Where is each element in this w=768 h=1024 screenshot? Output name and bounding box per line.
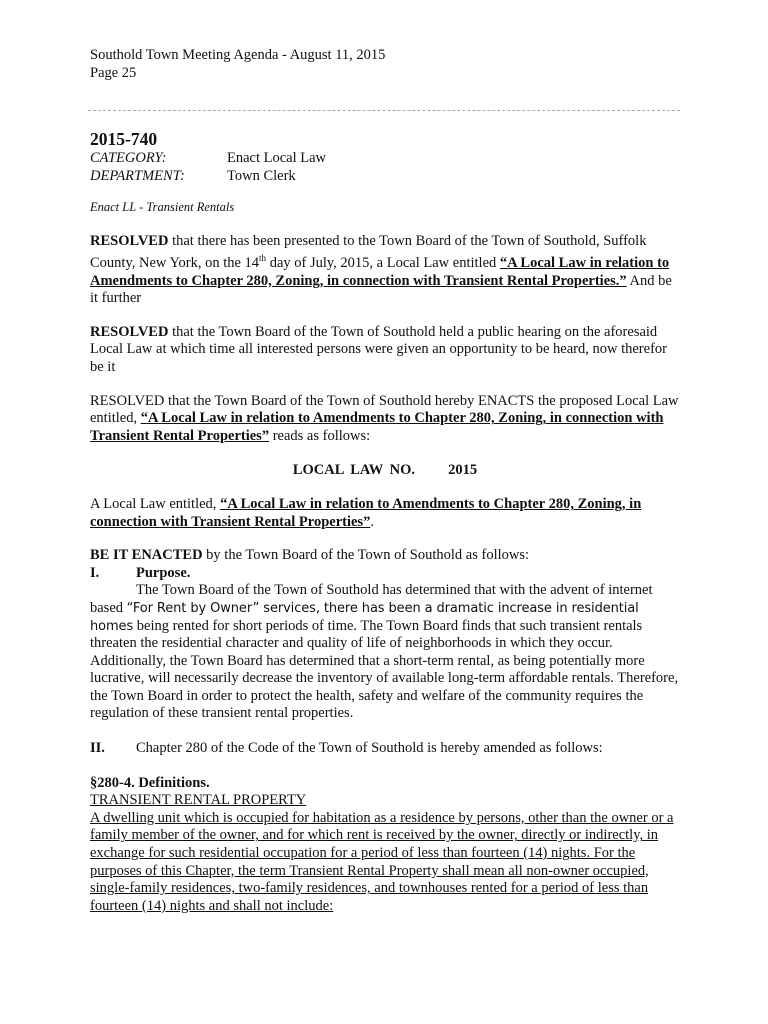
definition-body: A dwelling unit which is occupied for habitation as a residence by persons, other than the owner or a family member of the owner, and for which rent is received by the owner, directly or indirectly, in exchange for such residential occupation for a period of less than fourteen (14) nights. For the purposes of this Chapter, the term Transient Rental Property shall mean all non-owner occupied, single-family residences, two-family residences, and townhouses rented for a period of less than fourteen (14) nights and shall not include:	[90, 809, 674, 914]
category-label: CATEGORY:	[90, 150, 167, 166]
page-number: Page 25	[90, 64, 137, 81]
para1-text-b: day of July, 2015, a Local Law entitled	[266, 255, 500, 272]
purpose-text-a: The Town Board of the Town of Southold has determined that with the advent of internet based	[90, 582, 653, 616]
category-value: Enact Local Law	[227, 150, 327, 166]
para1-text-a: that there has been presented to the Town Board of the Town of Southold, Suffolk County, New York, on the 14	[90, 232, 647, 272]
agenda-title: Southold Town Meeting Agenda - August 11, 2015	[90, 47, 386, 63]
definition-term: TRANSIENT RENTAL PROPERTY	[90, 792, 307, 809]
enacted-lead: BE IT ENACTED	[90, 547, 203, 564]
purpose-text-b: being rented for short periods of time. The Town Board finds that such transient rentals threaten the residential character and quality of life of neighborhoods in which they occur. Additionally, the Town Board has determined that a short-term rental, as being potentially more lucrative, will necessarily decrease the inventory of available long-term affordable rentals. Therefore, the Town Board in order to protect the health, safety and welfare of the community requires the regulation of these transient rental properties.	[90, 617, 679, 722]
section-2-number: II.	[90, 740, 105, 757]
section-1-title: Purpose.	[136, 564, 191, 581]
para1-text-c: And be it further	[90, 272, 672, 307]
item-subtitle: Enact LL - Transient Rentals	[90, 200, 235, 214]
purpose-text-sans: “For Rent by Owner” services, there has been a dramatic increase in residential homes	[90, 600, 639, 634]
para4-text-a: A Local Law entitled,	[90, 495, 221, 512]
be-it-enacted	[90, 547, 680, 565]
department-row	[90, 168, 680, 186]
section-2-text: Chapter 280 of the Code of the Town of Southold is hereby amended as follows:	[136, 740, 603, 757]
definitions-heading: §280-4. Definitions.	[90, 774, 210, 791]
resolution-paragraph-3	[90, 393, 680, 446]
agenda-item	[90, 128, 680, 915]
law-title: “A Local Law in relation to Amendments to Chapter 280, Zoning, in connection with Transient Rental Properties.”	[90, 255, 670, 289]
category-row	[90, 150, 680, 168]
section-2	[90, 740, 680, 758]
resolved-lead: RESOLVED	[90, 323, 169, 340]
para3-text-a: RESOLVED that the Town Board of the Town of Southold hereby ENACTS the proposed Local Law entitled,	[90, 392, 679, 427]
local-law-number: LOCAL LAW NO. 2015	[292, 462, 478, 479]
law-title: “A Local Law in relation to Amendments to Chapter 280, Zoning, in connection with Transient Rental Properties”	[90, 410, 664, 444]
para4-text-b: .	[370, 513, 374, 530]
header-divider	[88, 110, 680, 111]
enacted-text: by the Town Board of the Town of Southold as follows:	[202, 547, 530, 564]
resolved-lead: RESOLVED	[90, 232, 169, 249]
section-1-number: I.	[90, 564, 100, 581]
para2-text: that the Town Board of the Town of Southold held a public hearing on the aforesaid Local Law at which time all interested persons were given an opportunity to be heard, now therefor be it	[90, 323, 667, 375]
purpose-paragraph	[90, 582, 680, 723]
section-1-heading	[90, 565, 680, 583]
department-value: Town Clerk	[227, 167, 296, 184]
item-number: 2015-740	[90, 129, 158, 149]
resolution-paragraph-2	[90, 324, 680, 377]
para3-text-b: reads as follows:	[269, 427, 371, 444]
resolution-paragraph-1	[90, 233, 680, 308]
ordinal-suffix: th	[259, 253, 267, 264]
page-header	[90, 47, 385, 82]
local-law-entitled	[90, 496, 680, 531]
law-title: “A Local Law in relation to Amendments to Chapter 280, Zoning, in connection with Transient Rental Properties”	[90, 495, 642, 530]
department-label: DEPARTMENT:	[90, 167, 185, 184]
